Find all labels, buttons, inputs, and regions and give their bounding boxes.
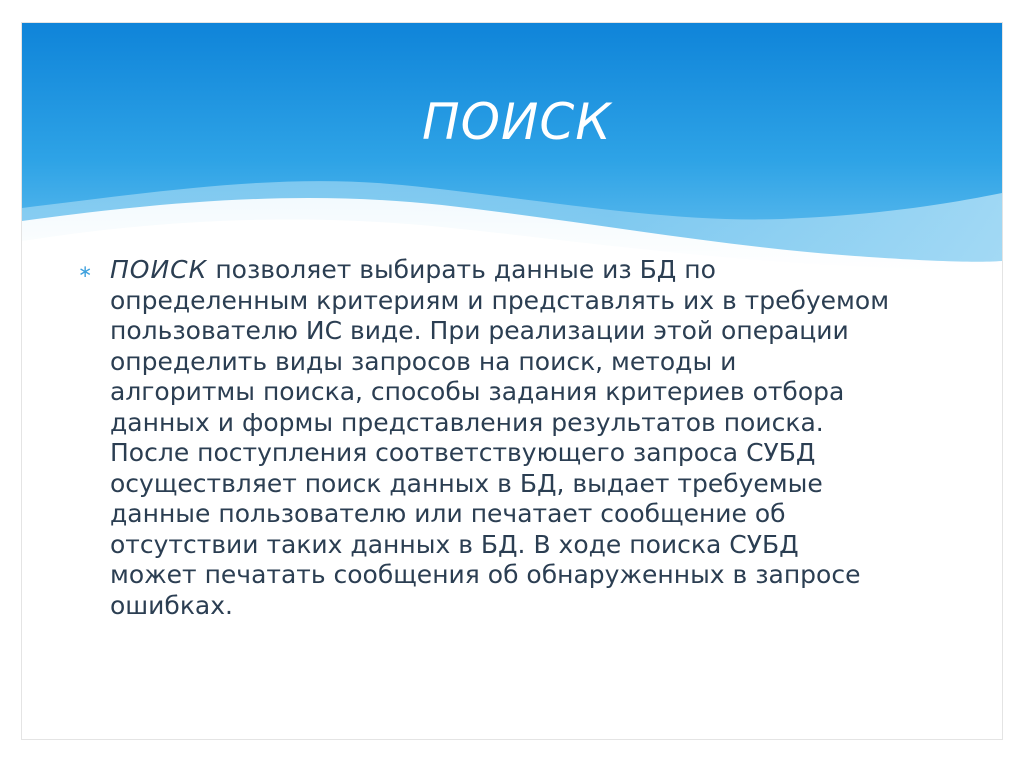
bullet-line: пользователю ИС виде. При реализации этой операции [110, 316, 849, 345]
bullet-line: отсутствии таких данных в БД. В ходе поиска СУБД [110, 529, 799, 559]
bullet-text [110, 255, 998, 621]
bullet-line: алгоритмы поиска, способы задания критериев отбора [110, 377, 845, 406]
bullet-line: определить виды запросов на поиск, методы и [110, 346, 737, 376]
bullet-item [78, 255, 998, 621]
bullet-line: данные пользователю или печатает сообщение об [110, 499, 786, 528]
bullet-line: После поступления соответствующего запроса СУБД [110, 438, 816, 467]
bullet-line: может печатать сообщения об обнаруженных в запросе [110, 560, 861, 589]
bullet-line-text: позволяет выбирать данные из БД по [207, 255, 716, 284]
bullet-term: ПОИСК [110, 255, 208, 284]
slide[interactable] [22, 23, 1002, 739]
bullet-line: ошибках. [110, 590, 233, 620]
asterisk-bullet-icon: ∗ [78, 262, 93, 282]
bullet-list [78, 255, 998, 621]
bullet-line: осуществляет поиск данных в БД, выдает требуемые [110, 468, 823, 498]
bullet-line: определенным критериям и представлять их в требуемом [110, 285, 890, 315]
bullet-line [110, 255, 998, 286]
slide-title: ПОИСК [422, 93, 612, 151]
bullet-line: данных и формы представления результатов поиска. [110, 407, 824, 437]
